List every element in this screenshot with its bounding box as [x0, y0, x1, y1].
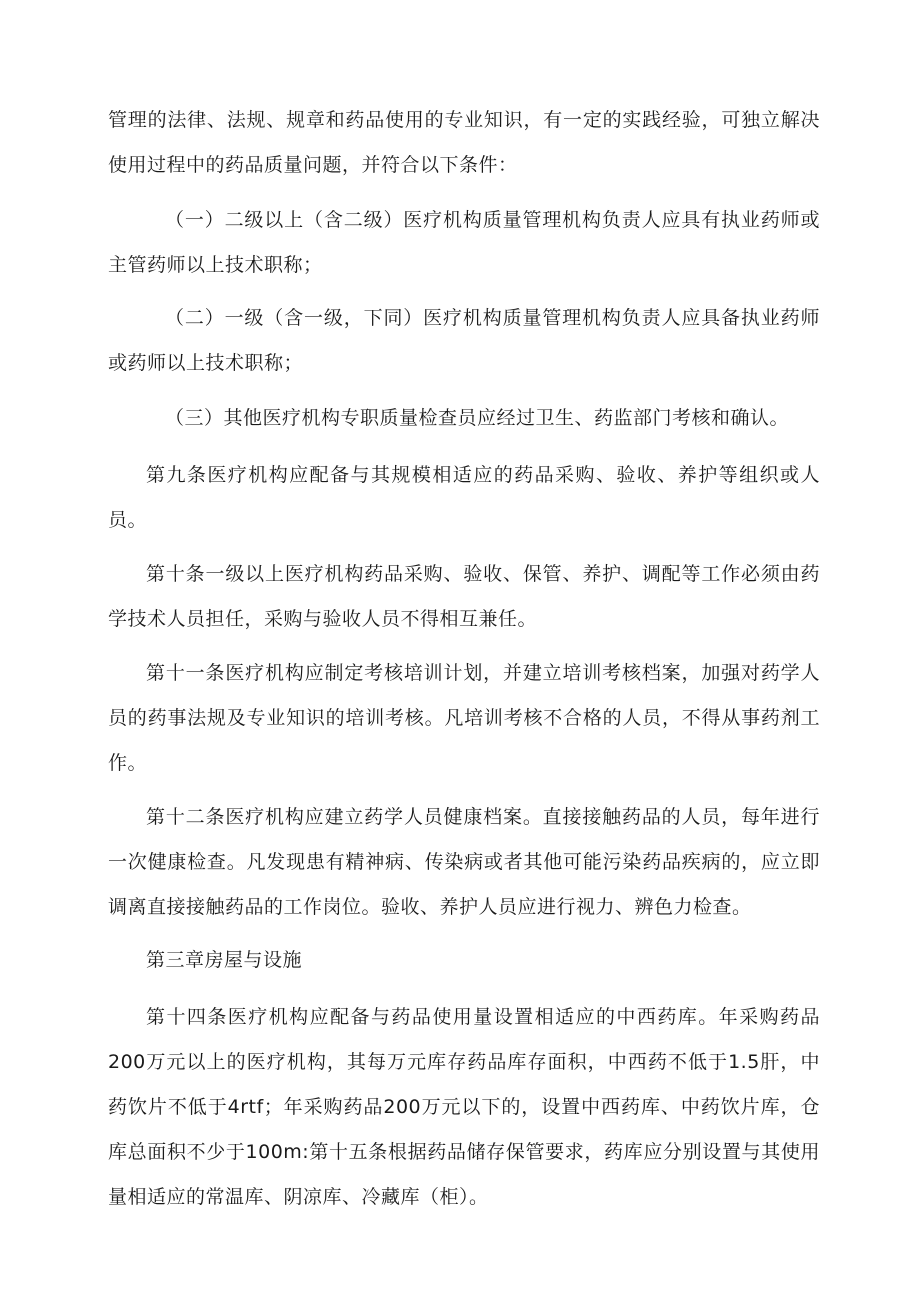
paragraph-condition-2: （二）一级（含一级，下同）医疗机构质量管理机构负责人应具备执业药师或药师以上技术职称； [108, 307, 820, 374]
paragraph-article-12: 第十二条医疗机构应建立药学人员健康档案。直接接触药品的人员，每年进行一次健康检查。凡发现患有精神病、传染病或者其他可能污染药品疾病的，应立即调离直接接触药品的工作岗位。验收、养护人员应进行视力、辨色力检查。 [108, 806, 820, 918]
paragraph-condition-1: （一）二级以上（含二级）医疗机构质量管理机构负责人应具有执业药师或主管药师以上技术职称； [108, 209, 820, 276]
paragraph-article-9: 第九条医疗机构应配备与其规模相适应的药品采购、验收、养护等组织或人员。 [108, 464, 820, 531]
paragraph-condition-3: （三）其他医疗机构专职质量检查员应经过卫生、药监部门考核和确认。 [165, 407, 790, 429]
paragraph-continuation: 管理的法律、法规、规章和药品使用的专业知识，有一定的实践经验，可独立解决使用过程中的药品质量问题，并符合以下条件： [108, 109, 820, 176]
chapter-heading: 第三章房屋与设施 [146, 949, 303, 971]
paragraph-article-14: 第十四条医疗机构应配备与药品使用量设置相适应的中西药库。年采购药品200万元以上的医疗机构，其每万元库存药品库存面积，中西药不低于1.5肝，中药饮片不低于4rtf；年采购药品200万元以下的，设置中西药库、中药饮片库，仓库总面积不少于100m:第十五条根据药品储存保管要求，药库应分别设置与其使用量相适应的常温库、阴凉库、冷藏库（柜）。 [108, 1006, 820, 1208]
paragraph-article-11: 第十一条医疗机构应制定考核培训计划，并建立培训考核档案，加强对药学人员的药事法规及专业知识的培训考核。凡培训考核不合格的人员，不得从事药剂工作。 [108, 662, 820, 774]
paragraph-article-10: 第十条一级以上医疗机构药品采购、验收、保管、养护、调配等工作必须由药学技术人员担任，采购与验收人员不得相互兼任。 [108, 563, 820, 630]
